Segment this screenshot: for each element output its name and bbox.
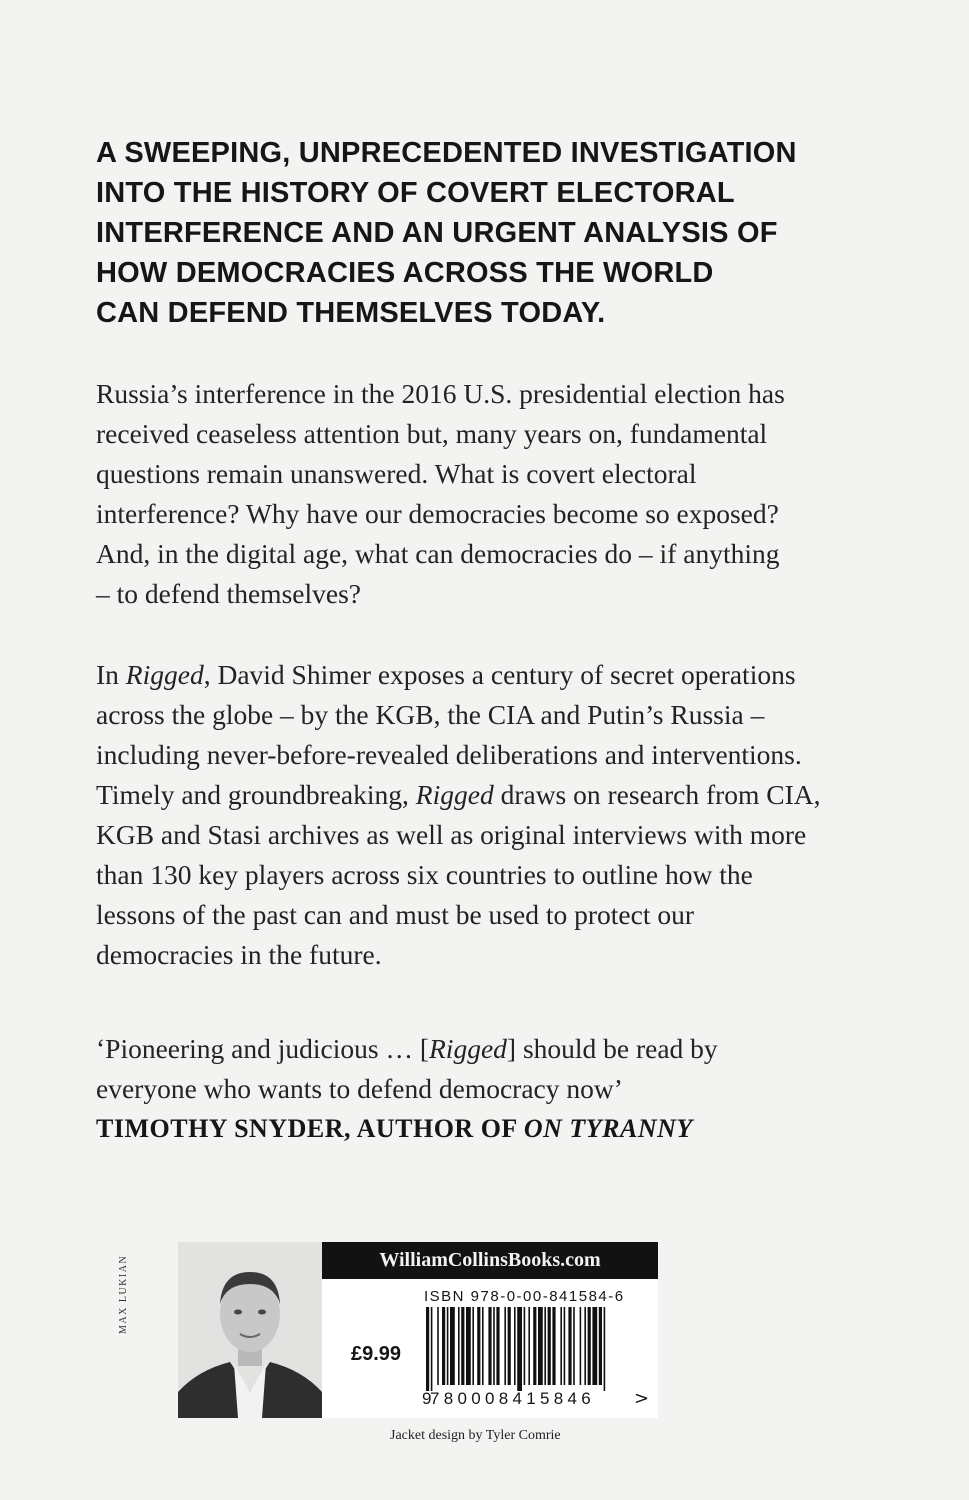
- paragraph-line: interference? Why have our democracies become so exposed?: [96, 498, 779, 529]
- barcode-bar: [604, 1307, 606, 1391]
- text-run: In: [96, 659, 126, 690]
- text-run: Timely and groundbreaking,: [96, 779, 416, 810]
- author-photo: [178, 1242, 322, 1418]
- text-run: ‘Pioneering and judicious … [: [96, 1033, 429, 1064]
- quote-line: [96, 1029, 896, 1069]
- paragraph-line: including never-before-revealed deliberations and interventions.: [96, 739, 802, 770]
- barcode-bar: [458, 1307, 460, 1385]
- paragraph-line: questions remain unanswered. What is covert electoral: [96, 458, 697, 489]
- book-title: Rigged: [125, 659, 204, 690]
- barcode-bar: [508, 1307, 511, 1385]
- barcode-bar: [599, 1307, 602, 1385]
- publisher-website: WilliamCollinsBooks.com: [322, 1242, 658, 1279]
- barcode-bar: [538, 1307, 543, 1385]
- barcode: [420, 1307, 630, 1391]
- barcode-bar: [504, 1307, 506, 1385]
- jacket-design-credit: Jacket design by Tyler Comrie: [390, 1428, 561, 1443]
- synopsis-paragraph-2: [96, 655, 896, 975]
- barcode-bar: [573, 1307, 575, 1385]
- headline-line: A SWEEPING, UNPRECEDENTED INVESTIGATION: [96, 137, 797, 169]
- barcode-bar: [431, 1307, 433, 1391]
- blurb-headline: [96, 133, 876, 333]
- barcode-bar: [568, 1307, 571, 1385]
- isbn-label: ISBN 978-0-00-841584-6: [424, 1288, 625, 1305]
- text-run: , David Shimer exposes a century of secret operations: [203, 659, 796, 690]
- barcode-bar: [517, 1307, 522, 1391]
- paragraph-line: democracies in the future.: [96, 939, 382, 970]
- paragraph-line: And, in the digital age, what can democracies do – if anything: [96, 538, 780, 569]
- paragraph-line: across the globe – by the KGB, the CIA and Putin’s Russia –: [96, 699, 765, 730]
- barcode-bar: [447, 1307, 449, 1385]
- book-title: Rigged: [429, 1033, 507, 1064]
- author-portrait-image: [178, 1242, 322, 1418]
- barcode-bar: [496, 1307, 499, 1385]
- paragraph-line: [96, 655, 896, 695]
- barcode-bar: [584, 1307, 586, 1385]
- barcode-bar: [552, 1307, 555, 1385]
- barcode-bar: [533, 1307, 536, 1385]
- barcode-digits: 780008415846: [430, 1389, 596, 1408]
- barcode-bar: [426, 1307, 429, 1391]
- paragraph-line: than 130 key players across six countries to outline how the: [96, 859, 753, 890]
- barcode-bar: [442, 1307, 445, 1385]
- barcode-bar: [564, 1307, 566, 1385]
- paragraph-line: lessons of the past can and must be used to protect our: [96, 899, 694, 930]
- barcode-bar: [580, 1307, 582, 1385]
- headline-line: CAN DEFEND THEMSELVES TODAY.: [96, 297, 606, 329]
- barcode-bar: [544, 1307, 546, 1385]
- paragraph-line: [96, 775, 896, 815]
- attribution-name: TIMOTHY SNYDER, AUTHOR OF: [96, 1114, 524, 1143]
- barcode-bar: [528, 1307, 530, 1385]
- barcode-bar: [477, 1307, 480, 1385]
- headline-line: INTERFERENCE AND AN URGENT ANALYSIS OF: [96, 217, 778, 249]
- barcode-bar: [488, 1307, 491, 1385]
- quote-attribution: [96, 1114, 693, 1144]
- text-run: draws on research from CIA,: [493, 779, 821, 810]
- photo-credit: MAX LUKIAN: [118, 1254, 129, 1334]
- attribution-book: ON TYRANNY: [523, 1114, 693, 1143]
- barcode-bar: [548, 1307, 551, 1385]
- barcode-bar: [461, 1307, 464, 1385]
- barcode-bar: [514, 1307, 516, 1385]
- paragraph-line: received ceaseless attention but, many years on, fundamental: [96, 418, 768, 449]
- barcode-bar: [472, 1307, 474, 1385]
- barcode-bar: [437, 1307, 439, 1385]
- barcode-bar: [466, 1307, 471, 1385]
- headline-line: HOW DEMOCRACIES ACROSS THE WORLD: [96, 257, 714, 289]
- barcode-bar: [482, 1307, 484, 1385]
- barcode-bar: [560, 1307, 562, 1385]
- text-run: ] should be read by: [506, 1033, 718, 1064]
- book-title: Rigged: [415, 779, 494, 810]
- price-label: £9.99: [351, 1343, 402, 1365]
- barcode-prefix-digit: 9: [422, 1389, 432, 1408]
- paragraph-line: KGB and Stasi archives as well as original interviews with more: [96, 819, 807, 850]
- review-quote: [96, 1029, 896, 1109]
- paragraph-line: – to defend themselves?: [96, 578, 361, 609]
- barcode-bar: [524, 1307, 526, 1385]
- barcode-bar: [493, 1307, 495, 1385]
- barcode-bar: [588, 1307, 591, 1385]
- barcode-bar: [592, 1307, 597, 1385]
- quote-line: everyone who wants to defend democracy now’: [96, 1073, 623, 1104]
- synopsis-paragraph-1: [96, 374, 896, 614]
- barcode-quiet-zone-arrow: >: [634, 1388, 650, 1409]
- headline-line: INTO THE HISTORY OF COVERT ELECTORAL: [96, 177, 735, 209]
- barcode-bar: [450, 1307, 455, 1385]
- paragraph-line: Russia’s interference in the 2016 U.S. presidential election has: [96, 378, 785, 409]
